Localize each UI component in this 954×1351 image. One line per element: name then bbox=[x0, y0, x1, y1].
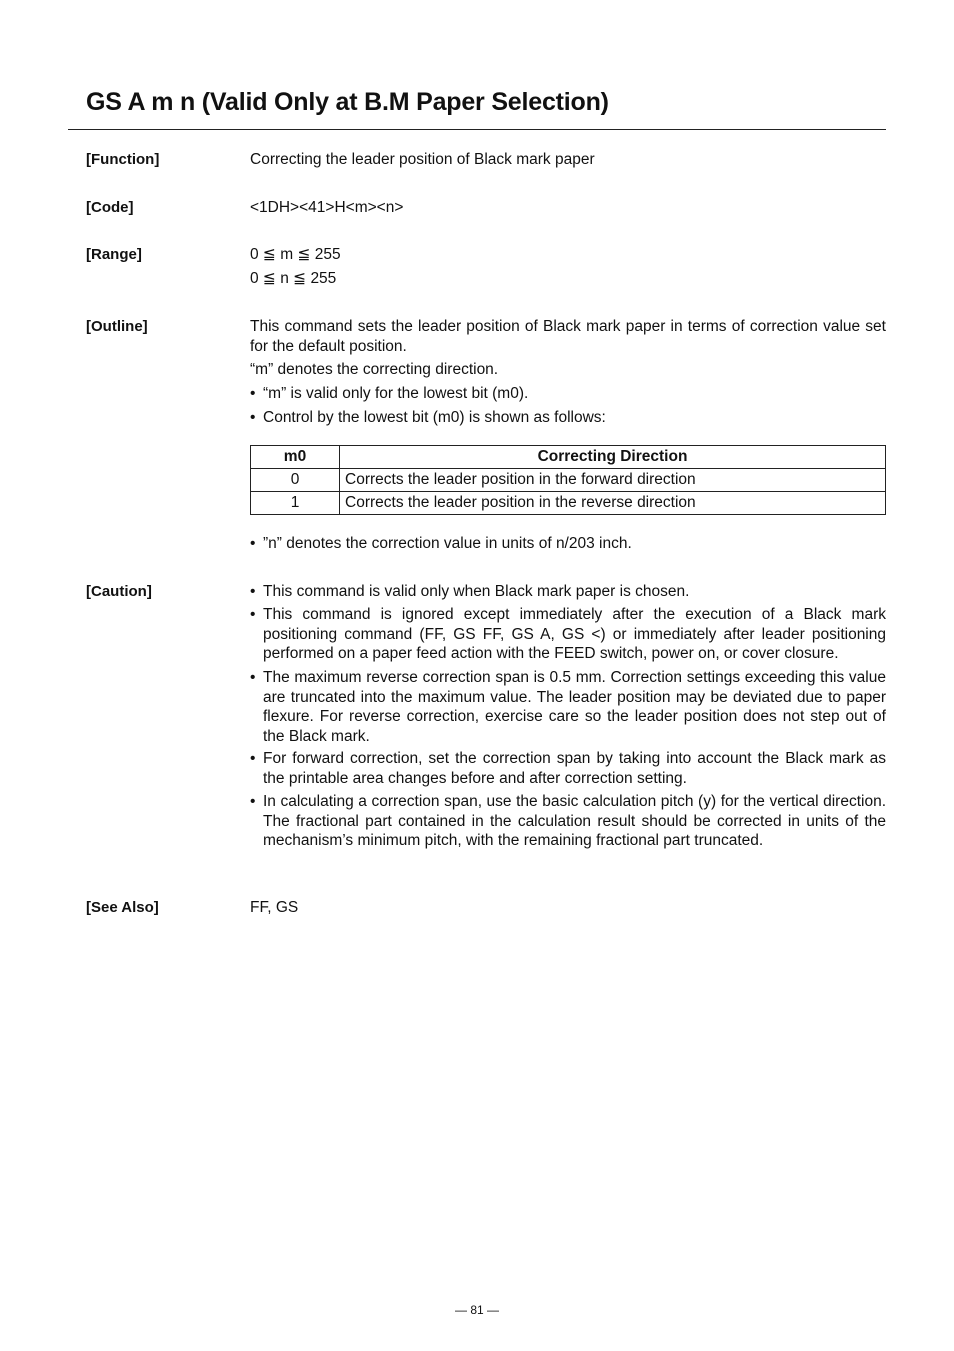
bullet-text: This command is valid only when Black mark paper is chosen. bbox=[263, 583, 690, 600]
bullet-text: “m” is valid only for the lowest bit (m0). bbox=[263, 385, 529, 402]
bullet-text: In calculating a correction span, use the basic calculation pitch (y) for the vertical direction. The fractional part contained in the calculation result should be corrected in units of the mechanism’s minimum pitch, with the remaining fractional part truncated. bbox=[263, 793, 886, 849]
bullet-marker: • bbox=[250, 409, 256, 426]
bullet-text: Control by the lowest bit (m0) is shown as follows: bbox=[263, 409, 606, 426]
table-cell-m0: 1 bbox=[251, 492, 340, 515]
table-header-direction: Correcting Direction bbox=[340, 446, 886, 469]
caution-bullet-item bbox=[250, 749, 886, 788]
see-also-label: [See Also] bbox=[86, 899, 159, 916]
caution-bullet-item bbox=[250, 605, 886, 664]
bullet-marker: • bbox=[250, 750, 256, 767]
outline-label: [Outline] bbox=[86, 318, 148, 335]
function-text: Correcting the leader position of Black mark paper bbox=[250, 151, 595, 168]
function-label: [Function] bbox=[86, 151, 160, 168]
outline-bullet-item bbox=[250, 534, 886, 554]
caution-bullet-item bbox=[250, 582, 886, 602]
bullet-marker: • bbox=[250, 583, 256, 600]
table-row bbox=[251, 469, 886, 492]
range-line-m: 0 ≦ m ≦ 255 bbox=[250, 246, 341, 263]
caution-bullet-item bbox=[250, 668, 886, 746]
bullet-text: For forward correction, set the correction span by taking into account the Black mark as the printable area changes before and after correction setting. bbox=[263, 750, 886, 787]
page-number: — 81 — bbox=[454, 1303, 499, 1317]
outline-bullet-item bbox=[250, 408, 886, 428]
outline-bullet-item bbox=[250, 384, 886, 404]
bullet-marker: • bbox=[250, 669, 256, 686]
table-cell-direction: Corrects the leader position in the reverse direction bbox=[340, 492, 886, 515]
code-text: <1DH><41>H<m><n> bbox=[250, 199, 404, 216]
caution-label: [Caution] bbox=[86, 583, 152, 600]
bullet-marker: • bbox=[250, 606, 256, 623]
caution-bullet-item bbox=[250, 792, 886, 851]
bullet-marker: • bbox=[250, 793, 256, 810]
outline-m-direction: “m” denotes the correcting direction. bbox=[250, 361, 499, 378]
title-rule bbox=[68, 129, 886, 130]
range-label: [Range] bbox=[86, 246, 142, 263]
page-title: GS A m n (Valid Only at B.M Paper Selection) bbox=[86, 88, 609, 116]
bullet-marker: • bbox=[250, 385, 256, 402]
table-cell-m0: 0 bbox=[251, 469, 340, 492]
bullet-text: This command is ignored except immediately after the execution of a Black mark positioning command (FF, GS FF, GS A, GS <) or immediately after leader positioning performed on a paper feed action with the FEED switch, power on, or cover closure. bbox=[263, 606, 886, 662]
table-row bbox=[251, 492, 886, 515]
table-cell-direction: Corrects the leader position in the forward direction bbox=[340, 469, 886, 492]
outline-paragraph: This command sets the leader position of Black mark paper in terms of correction value set for the default position. bbox=[250, 318, 886, 355]
bullet-text: ”n” denotes the correction value in units of n/203 inch. bbox=[263, 535, 632, 552]
see-also-text: FF, GS bbox=[250, 899, 299, 916]
bullet-marker: • bbox=[250, 535, 256, 552]
bullet-text: The maximum reverse correction span is 0.5 mm. Correction settings exceeding this value are truncated into the maximum value. The leader position may be deviated due to paper flexure. For reverse correction, exercise care so the leader position does not step out of the Black mark. bbox=[263, 669, 886, 745]
table-header-m0: m0 bbox=[251, 446, 340, 469]
correcting-direction-table bbox=[250, 445, 886, 515]
range-line-n: 0 ≦ n ≦ 255 bbox=[250, 270, 337, 287]
table-header-row bbox=[251, 446, 886, 469]
code-label: [Code] bbox=[86, 199, 134, 216]
